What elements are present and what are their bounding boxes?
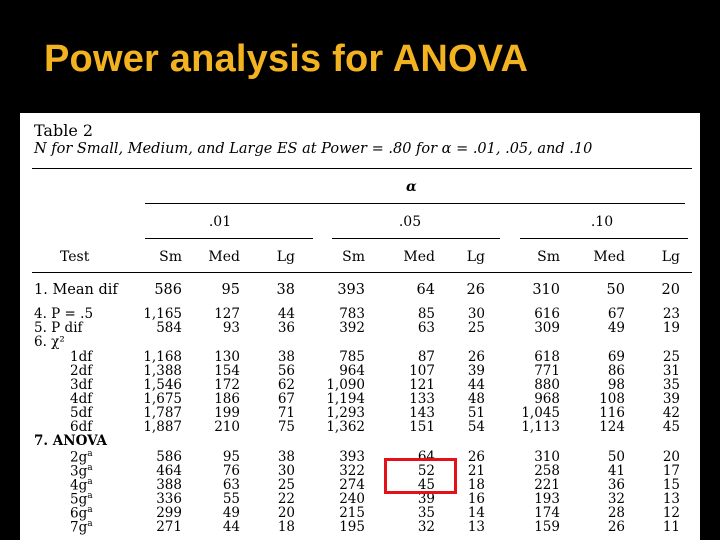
table-cell: 968 — [534, 391, 560, 407]
table-cell: 1,787 — [143, 405, 182, 421]
table-cell: 1,090 — [326, 377, 365, 393]
table-cell: 86 — [607, 363, 625, 379]
table-cell: 98 — [607, 377, 625, 393]
alpha-01-rule — [145, 238, 313, 239]
table-cell: 116 — [599, 405, 625, 421]
table-cell: 1,388 — [143, 363, 182, 379]
table-cell: 26 — [467, 349, 485, 365]
table-cell: 76 — [222, 463, 240, 479]
table-cell: 75 — [277, 419, 295, 435]
table-cell: 44 — [467, 377, 485, 393]
table-cell: 1,887 — [143, 419, 182, 435]
row-test-label: $4g^a$ — [70, 477, 93, 494]
alpha-level-10: .10 — [590, 214, 614, 230]
table-cell: 38 — [277, 349, 295, 365]
table-cell: 20 — [277, 505, 295, 521]
table-cell: 20 — [662, 449, 680, 465]
table-cell: 18 — [277, 519, 295, 535]
table-caption: N for Small, Medium, and Large ES at Power = .80 for α = .01, .05, and .10 — [34, 141, 593, 157]
table-cell: 172 — [214, 377, 240, 393]
table-cell: 39 — [417, 491, 435, 507]
table-cell: 964 — [339, 363, 365, 379]
row-test-label: $7g^a$ — [70, 519, 93, 536]
table-cell: 1,362 — [326, 419, 365, 435]
table-cell: 64 — [416, 282, 435, 298]
table-cell: 186 — [214, 391, 240, 407]
row-test-label: 2df — [70, 363, 93, 379]
table-cell: 1,113 — [521, 419, 560, 435]
table-cell: 71 — [277, 405, 295, 421]
row-test-label: 4df — [70, 391, 93, 407]
table-cell: 299 — [156, 505, 182, 521]
table-cell: 618 — [534, 349, 560, 365]
table-cell: 36 — [607, 477, 625, 493]
table-cell: 771 — [534, 363, 560, 379]
table-cell: 87 — [417, 349, 435, 365]
table-cell: 50 — [606, 282, 625, 298]
table-cell: 258 — [534, 463, 560, 479]
table-cell: 1,546 — [143, 377, 182, 393]
table-cell: 210 — [214, 419, 240, 435]
table-cell: 1,165 — [143, 306, 182, 322]
table-cell: 1,168 — [143, 349, 182, 365]
table-cell: 19 — [662, 320, 680, 336]
table-cell: 50 — [607, 449, 625, 465]
table-cell: 274 — [339, 477, 365, 493]
table-cell: 785 — [339, 349, 365, 365]
row-test-label: 4. P = .5 — [34, 306, 94, 322]
table-cell: 26 — [607, 519, 625, 535]
row-test-label: 7. ANOVA — [34, 433, 108, 449]
alpha-header: α — [406, 179, 417, 195]
table-cell: 26 — [467, 449, 485, 465]
table-cell: 151 — [409, 419, 435, 435]
table-cell: 67 — [277, 391, 295, 407]
table-cell: 35 — [417, 505, 435, 521]
row-test-label: 3df — [70, 377, 93, 393]
alpha-rule — [145, 203, 685, 204]
table-cell: 45 — [662, 419, 680, 435]
table-cell: 13 — [662, 491, 680, 507]
table-cell: 63 — [417, 320, 435, 336]
slide-title: Power analysis for ANOVA — [44, 38, 529, 80]
table-cell: 54 — [467, 419, 485, 435]
size-header-cell: Med — [208, 249, 240, 265]
table-cell: 22 — [277, 491, 295, 507]
table-cell: 616 — [534, 306, 560, 322]
table-cell: 69 — [607, 349, 625, 365]
table-cell: 11 — [662, 519, 680, 535]
table-cell: 271 — [156, 519, 182, 535]
table-cell: 13 — [467, 519, 485, 535]
table-cell: 880 — [534, 377, 560, 393]
table-cell: 124 — [599, 419, 625, 435]
table-cell: 310 — [532, 282, 560, 298]
table-cell: 49 — [222, 505, 240, 521]
table-cell: 44 — [222, 519, 240, 535]
table-cell: 30 — [277, 463, 295, 479]
size-header-cell: Med — [593, 249, 625, 265]
table-cell: 93 — [222, 320, 240, 336]
table-cell: 48 — [467, 391, 485, 407]
table-cell: 15 — [662, 477, 680, 493]
test-header: Test — [60, 249, 90, 265]
table-cell: 25 — [277, 477, 295, 493]
size-header-cell: Lg — [661, 249, 680, 265]
table-cell: 25 — [467, 320, 485, 336]
table-cell: 25 — [662, 349, 680, 365]
table-cell: 154 — [214, 363, 240, 379]
alpha-level-01: .01 — [208, 214, 232, 230]
table-cell: 41 — [607, 463, 625, 479]
table-cell: 127 — [214, 306, 240, 322]
table-cell: 159 — [534, 519, 560, 535]
row-test-label: $5g^a$ — [70, 491, 93, 508]
table-cell: 31 — [662, 363, 680, 379]
table-cell: 44 — [277, 306, 295, 322]
table-cell: 392 — [339, 320, 365, 336]
table-cell: 121 — [409, 377, 435, 393]
table-cell: 783 — [339, 306, 365, 322]
table-cell: 67 — [607, 306, 625, 322]
table-cell: 52 — [417, 463, 435, 479]
table-cell: 95 — [222, 449, 240, 465]
row-test-label: $2g^a$ — [70, 449, 93, 466]
alpha-level-05: .05 — [398, 214, 422, 230]
table-cell: 21 — [467, 463, 485, 479]
table-cell: 23 — [662, 306, 680, 322]
row-test-label: 1df — [70, 349, 93, 365]
table-cell: 32 — [607, 491, 625, 507]
table-cell: 35 — [662, 377, 680, 393]
table-cell: 38 — [276, 282, 295, 298]
table-cell: 56 — [277, 363, 295, 379]
table-cell: 107 — [409, 363, 435, 379]
table-cell: 388 — [156, 477, 182, 493]
size-header-cell: Sm — [537, 249, 560, 265]
size-header-cell: Sm — [159, 249, 182, 265]
table-cell: 193 — [534, 491, 560, 507]
table-cell: 310 — [534, 449, 560, 465]
table-cell: 199 — [214, 405, 240, 421]
table-cell: 133 — [409, 391, 435, 407]
table-cell: 95 — [221, 282, 240, 298]
row-test-label: 5df — [70, 405, 93, 421]
row-test-label: 1. Mean dif — [34, 282, 118, 298]
table-page — [20, 113, 700, 540]
table-cell: 309 — [534, 320, 560, 336]
table-cell: 62 — [277, 377, 295, 393]
table-cell: 1,293 — [326, 405, 365, 421]
row-test-label: 6. χ² — [34, 334, 65, 350]
table-cell: 12 — [662, 505, 680, 521]
alpha-10-rule — [520, 238, 688, 239]
table-cell: 26 — [466, 282, 485, 298]
table-cell: 143 — [409, 405, 435, 421]
table-cell: 336 — [156, 491, 182, 507]
table-cell: 16 — [467, 491, 485, 507]
table-cell: 586 — [154, 282, 182, 298]
table-cell: 108 — [599, 391, 625, 407]
row-test-label: 5. P dif — [34, 320, 83, 336]
table-cell: 55 — [222, 491, 240, 507]
table-label: Table 2 — [34, 121, 94, 140]
table-cell: 393 — [339, 449, 365, 465]
highlight-box — [384, 458, 457, 494]
table-cell: 39 — [467, 363, 485, 379]
table-cell: 322 — [339, 463, 365, 479]
table-cell: 30 — [467, 306, 485, 322]
table-cell: 64 — [417, 449, 435, 465]
table-cell: 20 — [661, 282, 680, 298]
top-rule — [32, 168, 692, 169]
table-cell: 51 — [467, 405, 485, 421]
table-cell: 130 — [214, 349, 240, 365]
table-cell: 42 — [662, 405, 680, 421]
table-cell: 1,194 — [326, 391, 365, 407]
row-test-label: 6df — [70, 419, 93, 435]
table-cell: 195 — [339, 519, 365, 535]
table-cell: 63 — [222, 477, 240, 493]
table-cell: 586 — [156, 449, 182, 465]
size-header-cell: Med — [403, 249, 435, 265]
table-cell: 174 — [534, 505, 560, 521]
table-cell: 18 — [467, 477, 485, 493]
header-rule — [32, 272, 692, 273]
table-cell: 464 — [156, 463, 182, 479]
table-cell: 45 — [417, 477, 435, 493]
table-cell: 17 — [662, 463, 680, 479]
alpha-05-rule — [332, 238, 500, 239]
table-cell: 28 — [607, 505, 625, 521]
table-cell: 240 — [339, 491, 365, 507]
table-cell: 215 — [339, 505, 365, 521]
table-cell: 584 — [156, 320, 182, 336]
table-cell: 221 — [534, 477, 560, 493]
table-cell: 14 — [467, 505, 485, 521]
size-header-cell: Sm — [342, 249, 365, 265]
row-test-label: $6g^a$ — [70, 505, 93, 522]
table-cell: 1,675 — [143, 391, 182, 407]
table-cell: 49 — [607, 320, 625, 336]
table-cell: 85 — [417, 306, 435, 322]
size-header-cell: Lg — [466, 249, 485, 265]
table-cell: 393 — [337, 282, 365, 298]
table-cell: 36 — [277, 320, 295, 336]
size-header-cell: Lg — [276, 249, 295, 265]
table-cell: 38 — [277, 449, 295, 465]
table-cell: 1,045 — [521, 405, 560, 421]
table-cell: 39 — [662, 391, 680, 407]
row-test-label: $3g^a$ — [70, 463, 93, 480]
table-cell: 32 — [417, 519, 435, 535]
